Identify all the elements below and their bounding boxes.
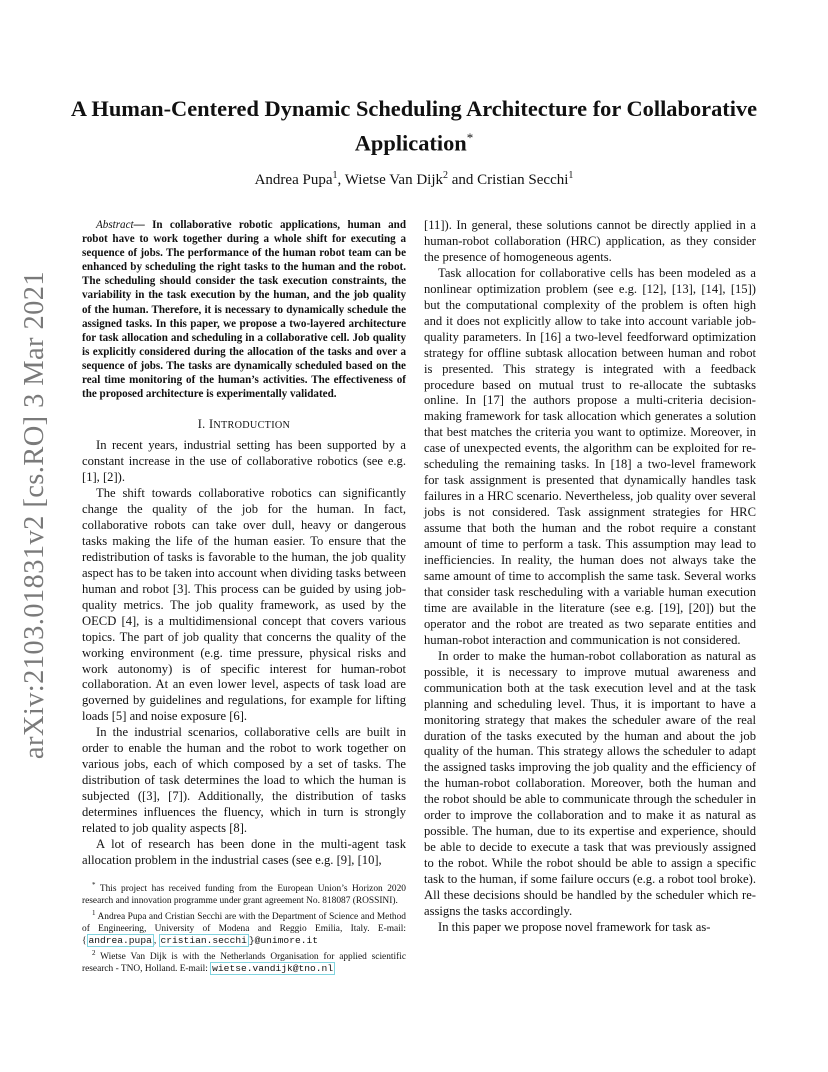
email-link-vandijk[interactable]: wietse.vandijk@tno.nl [212,963,334,975]
abstract-text: In collaborative robotic applications, human and robot have to work together during a whole shift for executing a sequence of jobs. The performance of the human robot team can be enhanced by scheduling the right tasks to the human and the robot. The scheduling should consider the task execution constraints, the variability in the task execution by the human, and the job quality of the human. Therefore, it is necessary to dynamically schedule the assigned tasks. In this paper, we propose a two-layered architecture for task allocation and scheduling in a collaborative cell. Job quality is explicitly considered during the allocation of the tasks and over a sequence of jobs. The tasks are dynamically scheduled based on the real time monitoring of the human’s activities. The effectiveness of the proposed architecture is experimentally validated. [82,219,406,401]
abstract-label: Abstract [96,219,134,231]
section-initial: I [208,417,214,432]
arxiv-identifier: arXiv:2103.01831v2 [cs.RO] 3 Mar 2021 [19,270,50,760]
email-brace: { [82,936,87,947]
right-column [424,218,756,936]
body-paragraph: In order to make the human-robot collaboration as natural as possible, it is necessary to improve mutual awareness and communication both at the task execution level and at the task planning and scheduling level. Thus, it is important to have a monitoring strategy that makes the scheduler aware of the real duration of the tasks executed by the human and about the job quality of the human. This strategy allows the scheduler to adapt the assigned tasks improving the job quality and the efficiency of the human-robot collaboration. Moreover, both the human and the robot should be able to communicate through the scheduler in order to improve the collaboration and to make it as natural as possible. The human, due to its expertise and experience, should be able to decide to execute a task that was previously assigned to the robot. While the robot should be able to assign a specific task to the human, if some failure occurs (e.g. a robot tool broke). All these decisions should be handled by the scheduler which re-assigns the tasks accordingly. [424,648,756,918]
body-paragraph: In recent years, industrial setting has been supported by a constant increase in the use of collaborative robotics (see e.g. [1], [2]). [82,438,406,485]
body-paragraph: [11]). In general, these solutions cannot be directly applied in a human-robot collaboration (HRC) application, as they consider the presence of homogeneous agents. [424,218,756,264]
footnote-text: Andrea Pupa and Cristian Secchi are with the Department of Science and Method of Engineering, University of Modena and Reggio Emilia, Italy. E-mail: [82,912,406,935]
email-link-secchi[interactable]: cristian.secchi [160,935,247,947]
title-line-2: Application [354,130,467,156]
footnote-mark: 2 [92,949,96,958]
body-paragraph: Task allocation for collaborative cells has been modeled as a nonlinear optimization problem (see e.g. [12], [13], [14], [15]) but the computational complexity of the problem is often high and it does not explicitly allow to take into account variable job-quality parameters. In [16] a two-level feedforward optimization strategy for offline subtask allocation between human and robot is presented. This strategy is integrated with a feedback procedure based on mutual trust to re-allocate the subtasks online. In [17] the authors propose a multi-criteria decision-making framework for task allocation which generates a solution that best matches the criteria you want to optimize. Moreover, in case of unexpected events, the algorithm can be exploited for re-scheduling the remaining tasks. In [18] a two-level framework for task assignment is presented that dynamically handles task failures in a HRC scenario. Nevertheless, job quality over several jobs is not considered. Task assignment strategies for HRC assume that both the human and the robot require a constant amount of time to perform a task. This assumption may lead to inefficiencies. In reality, the human does not always take the same amount of time to accomplish the same task. Several works that consider task rescheduling with a variable human execution time are available in the literature (see e.g. [19], [20]) but the operator and the robot are treated as two separate entities and human-robot interaction and communication is not considered. [424,265,756,647]
footnotes [82,879,406,975]
author-name: Andrea Pupa [254,172,333,188]
abstract [82,218,406,401]
author-affiliation-mark: 1 [332,170,338,181]
footnote-mark: 1 [92,909,96,918]
footnote-affiliation-1 [82,907,406,947]
author-list [60,170,768,189]
footnote-mark: * [92,880,96,889]
author-name: Cristian Secchi [477,172,569,188]
body-paragraph: In the industrial scenarios, collaborative cells are built in order to enable the human and the robot to work together on various jobs, each of which composed by a set of tasks. The distribution of task determines the load to which the human is subjected ([3], [7]). Additionally, the distribution of tasks determines influences the fluency, which in turn is strongly related to job quality aspects [8]. [82,725,406,836]
footnote-text: This project has received funding from the European Union’s Horizon 2020 research and innovation programme under grant agreement No. 818087 (ROSSINI). [82,884,406,907]
paper-title [60,94,768,157]
email-link-pupa[interactable]: andrea.pupa [88,935,152,947]
section-title-smallcaps: NTRODUCTION [213,420,291,432]
body-paragraph: The shift towards collaborative robotics can significantly change the quality of the job for the human. In fact, collaborative robots can take over dull, heavy or dangerous tasks making the life of the human easier. To ensure that the redistribution of tasks is favorable to the human, the job quality aspect has to be taken into account when dividing tasks between human and robot [3]. This process can be guided by using job-quality metrics. The job quality framework, as used by the OECD [4], is a multidimensional concept that covers various topics. The part of job quality that concerns the quality of the working environment (e.g. time pressure, physical risks and work autonomy) is of specific interest for human-robot collaboration. At an even lower level, aspects of task load are governed by guidelines and regulations, for example for lifting loads [5] and noise exposure [6]. [82,486,406,724]
arxiv-sidebar-stamp [10,270,60,760]
author-affiliation-mark: 1 [568,170,574,181]
left-column [82,218,406,975]
section-heading-introduction [82,417,406,434]
author-affiliation-mark: 2 [443,170,448,181]
author-separator: and [448,172,478,188]
author-separator: , [337,172,345,188]
email-domain: }@unimore.it [248,935,318,947]
section-number: I. [197,417,209,432]
footnote-affiliation-2 [82,947,406,975]
abstract-dash: — [133,219,153,231]
footnote-funding [82,879,406,907]
author-name: Wietse Van Dijk [344,172,443,188]
body-paragraph: A lot of research has been done in the multi-agent task allocation problem in the industrial cases (see e.g. [9], [10], [82,837,406,867]
email-separator: , [153,936,159,947]
body-paragraph: In this paper we propose novel framework for task as- [438,919,711,934]
footnote-text: Wietse Van Dijk is with the Netherlands Organisation for applied scientific research - TNO, Holland. E-mail: [82,952,406,975]
title-footnote-mark: * [466,130,474,145]
title-line-1: A Human-Centered Dynamic Scheduling Architecture for Collaborative [70,96,758,121]
